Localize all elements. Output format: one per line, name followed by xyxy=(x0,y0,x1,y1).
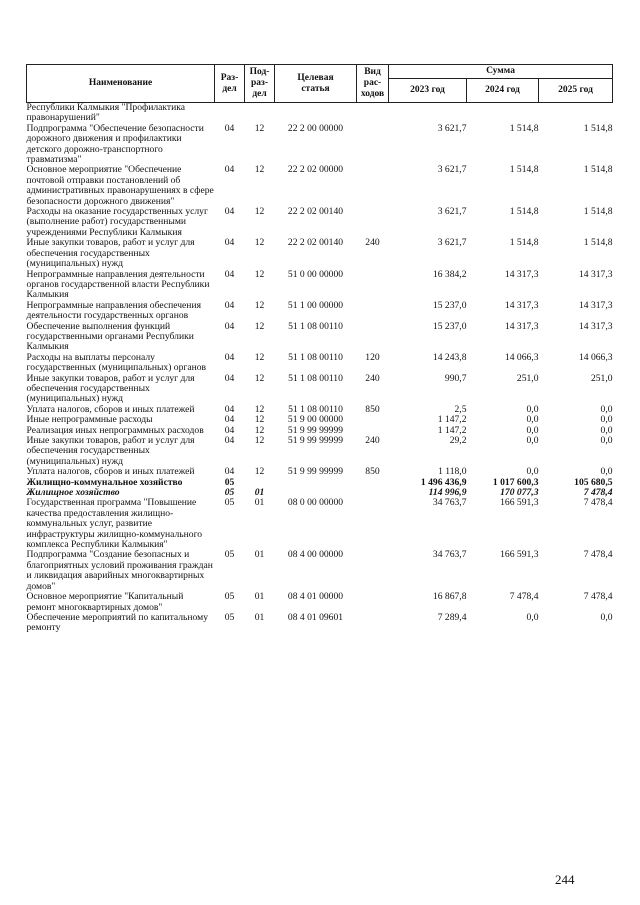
row-name: Обеспечение выполнения функций государственными органами Республики Калмыкия xyxy=(26,320,194,353)
row-name: Иные закупки товаров, работ и услуг для обеспечения государственных (муниципальных) нужд xyxy=(26,237,195,270)
header-name: Наименование xyxy=(27,65,215,103)
row-razdel: 05 xyxy=(224,549,235,561)
row-razdel: 04 xyxy=(224,351,235,363)
header-year-2025: 2025 год xyxy=(539,79,613,103)
row-sum-2023: 3 621,7 xyxy=(437,206,467,218)
row-vid: 120 xyxy=(365,351,380,363)
table-row xyxy=(27,498,613,550)
row-sum-2025: 1 514,8 xyxy=(583,164,613,176)
table-row xyxy=(27,207,613,238)
row-sum-2025: 0,0 xyxy=(600,414,613,426)
row-sum-2025: 7 478,4 xyxy=(583,487,613,499)
row-sum-2023: 990,7 xyxy=(444,372,467,384)
row-sum-2023 xyxy=(389,103,467,124)
row-sum-2023: 15 237,0 xyxy=(432,320,467,332)
row-vid xyxy=(357,498,389,550)
row-sum-2025: 7 478,4 xyxy=(583,497,613,509)
row-target: 51 9 00 00000 xyxy=(287,414,344,426)
row-sum-2023: 1 118,0 xyxy=(438,466,467,478)
row-sum-2024: 170 077,3 xyxy=(500,487,539,499)
row-podrazdel: 12 xyxy=(254,320,265,332)
header-razdel-text: Раз- дел xyxy=(220,72,239,94)
table-row xyxy=(27,550,613,592)
row-name: Расходы на выплаты персоналу государственных (муниципальных) органов xyxy=(26,351,207,374)
table-row xyxy=(27,301,613,322)
row-target: 08 4 01 00000 xyxy=(287,591,344,603)
row-sum-2025: 0,0 xyxy=(600,403,613,415)
header-vid xyxy=(357,65,389,103)
row-vid: 850 xyxy=(365,466,380,478)
row-sum-2024: 7 478,4 xyxy=(509,591,539,603)
row-vid xyxy=(357,103,389,124)
row-sum-2024: 0,0 xyxy=(526,435,539,446)
row-sum-2023: 15 237,0 xyxy=(432,299,467,311)
row-vid xyxy=(357,124,389,166)
row-name: Расходы на оказание государственных услуг (выполнение работ) государственными учреждениями Республики Калмыкия xyxy=(26,206,208,238)
row-name: Уплата налогов, сборов и иных платежей xyxy=(26,466,195,478)
row-target: 08 4 00 00000 xyxy=(287,549,344,561)
table-header xyxy=(27,65,613,103)
row-podrazdel: 01 xyxy=(254,591,265,603)
row-name: Жилищное хозяйство xyxy=(26,487,120,499)
row-podrazdel: 01 xyxy=(254,487,265,499)
row-razdel: 05 xyxy=(224,591,235,603)
row-podrazdel: 12 xyxy=(254,164,265,176)
row-target: 22 2 00 00000 xyxy=(287,122,344,134)
row-sum-2025: 0,0 xyxy=(600,424,613,436)
row-target: 51 9 99 99999 xyxy=(287,435,344,446)
row-vid: 240 xyxy=(365,435,380,446)
row-sum-2023: 3 621,7 xyxy=(437,237,467,249)
table-row xyxy=(27,374,613,405)
row-sum-2025: 105 680,5 xyxy=(574,476,613,488)
row-target: 51 9 99 99999 xyxy=(287,466,344,478)
row-razdel: 04 xyxy=(224,466,235,478)
row-target: 08 0 00 00000 xyxy=(287,497,344,509)
row-razdel xyxy=(215,103,245,124)
row-razdel: 04 xyxy=(224,299,235,311)
table-row xyxy=(27,103,613,124)
row-vid: 240 xyxy=(365,237,380,249)
row-sum-2025: 7 478,4 xyxy=(583,591,613,603)
row-razdel: 04 xyxy=(224,320,235,332)
row-sum-2024: 14 066,3 xyxy=(504,351,539,363)
row-vid xyxy=(357,613,389,634)
row-sum-2024: 1 514,8 xyxy=(509,122,539,134)
row-sum-2025: 14 317,3 xyxy=(578,268,613,280)
row-name: Непрограммные направления обеспечения деятельности государственных органов xyxy=(26,299,201,322)
row-razdel: 04 xyxy=(224,164,235,176)
row-sum-2025: 1 514,8 xyxy=(583,237,613,249)
row-sum-2025: 1 514,8 xyxy=(583,122,613,134)
header-podrazdel-text: Под- раз- дел xyxy=(249,67,270,99)
table-row xyxy=(27,592,613,613)
table-row xyxy=(27,165,613,207)
row-sum-2023: 16 867,8 xyxy=(432,591,467,603)
row-vid xyxy=(357,592,389,613)
row-name: Государственная программа "Повышение качества предоставления жилищно-коммунальных услуг, развитие инфраструктуры жилищно-коммунального комплекса Республики Калмыкия" xyxy=(26,497,203,551)
row-vid xyxy=(357,550,389,592)
table-row xyxy=(27,353,613,374)
row-name: Непрограммные направления деятельности органов государственной власти Республики Калмыкия xyxy=(26,268,210,301)
row-sum-2024: 1 514,8 xyxy=(509,164,539,176)
row-sum-2024: 0,0 xyxy=(526,403,539,415)
table-row xyxy=(27,322,613,353)
row-name: Основное мероприятие "Капитальный ремонт многоквартирных домов" xyxy=(26,591,184,613)
row-target: 51 1 08 00110 xyxy=(288,403,343,415)
row-vid xyxy=(357,415,389,425)
row-sum-2023: 16 384,2 xyxy=(432,268,467,280)
row-razdel: 04 xyxy=(224,237,235,249)
row-podrazdel: 01 xyxy=(254,497,265,509)
row-name: Основное мероприятие "Обеспечение почтовой отправки постановлений об административных правонарушениях в сфере безопасности дорожного движения" xyxy=(26,164,214,207)
row-sum-2023: 7 289,4 xyxy=(437,611,467,623)
row-razdel: 04 xyxy=(224,435,235,446)
row-razdel: 04 xyxy=(224,206,235,218)
row-podrazdel: 12 xyxy=(254,403,265,415)
header-vid-text: Вид рас- ходов xyxy=(360,67,385,99)
row-sum-2025: 0,0 xyxy=(600,611,613,623)
row-sum-2024: 166 591,3 xyxy=(500,497,539,509)
row-sum-2023: 14 243,8 xyxy=(432,351,467,363)
row-podrazdel: 01 xyxy=(254,549,265,561)
row-sum-2024: 1 514,8 xyxy=(509,206,539,218)
header-podrazdel xyxy=(245,65,275,103)
row-podrazdel xyxy=(245,103,275,124)
row-razdel: 05 xyxy=(224,476,235,488)
table-row xyxy=(27,270,613,301)
row-vid xyxy=(357,301,389,322)
row-name: Уплата налогов, сборов и иных платежей xyxy=(26,403,195,415)
row-sum-2025: 1 514,8 xyxy=(583,206,613,218)
row-sum-2025: 7 478,4 xyxy=(583,549,613,561)
row-target: 51 1 08 00110 xyxy=(288,320,343,332)
row-vid xyxy=(357,478,389,488)
row-podrazdel: 12 xyxy=(254,268,265,280)
row-vid xyxy=(357,488,389,498)
row-sum-2024: 1 514,8 xyxy=(509,237,539,249)
row-target: 08 4 01 09601 xyxy=(287,611,344,623)
row-razdel: 04 xyxy=(224,403,235,415)
row-name: Иные закупки товаров, работ и услуг для обеспечения государственных (муниципальных) нужд xyxy=(26,435,195,467)
table-row xyxy=(27,238,613,269)
row-name: Реализация иных непрограммных расходов xyxy=(26,424,204,436)
row-sum-2024: 0,0 xyxy=(526,424,539,436)
row-sum-2024: 0,0 xyxy=(526,611,539,623)
row-podrazdel: 12 xyxy=(254,414,265,426)
row-razdel: 04 xyxy=(224,268,235,280)
row-name: Иные непрограммные расходы xyxy=(26,414,153,426)
row-target: 51 1 00 00000 xyxy=(287,299,344,311)
row-name: Жилищно-коммунальное хозяйство xyxy=(26,476,183,488)
row-sum-2023: 3 621,7 xyxy=(437,164,467,176)
row-podrazdel: 12 xyxy=(254,435,265,446)
row-podrazdel: 12 xyxy=(254,372,265,384)
header-year-2024: 2024 год xyxy=(467,79,539,103)
row-podrazdel: 12 xyxy=(254,206,265,218)
header-target xyxy=(275,65,357,103)
row-sum-2025: 14 066,3 xyxy=(578,351,613,363)
row-name: Подпрограмма "Обеспечение безопасности дорожного движения и профилактики детского дорожно-транспортного травматизма" xyxy=(26,122,204,166)
row-target: 22 2 02 00140 xyxy=(287,237,344,249)
row-sum-2023: 29,2 xyxy=(449,435,467,446)
row-sum-2025: 14 317,3 xyxy=(578,299,613,311)
row-sum-2023: 2,5 xyxy=(454,403,467,415)
header-summa: Сумма xyxy=(389,65,613,79)
row-name: Обеспечение мероприятий по капитальному ремонту xyxy=(26,611,209,634)
row-sum-2024: 0,0 xyxy=(526,466,539,478)
row-vid xyxy=(357,165,389,207)
table-row xyxy=(27,124,613,166)
row-vid: 850 xyxy=(365,403,380,415)
row-vid xyxy=(357,270,389,301)
row-razdel: 05 xyxy=(224,487,235,499)
row-sum-2024: 1 017 600,3 xyxy=(492,476,539,488)
row-razdel: 05 xyxy=(224,611,235,623)
row-sum-2023: 114 996,9 xyxy=(428,487,467,499)
row-podrazdel: 12 xyxy=(254,122,265,134)
row-razdel: 04 xyxy=(224,424,235,436)
row-razdel: 04 xyxy=(224,414,235,426)
row-sum-2023: 1 147,2 xyxy=(437,414,467,426)
row-sum-2025: 0,0 xyxy=(600,466,613,478)
row-vid: 240 xyxy=(365,372,380,384)
row-podrazdel: 12 xyxy=(254,299,265,311)
row-sum-2023: 3 621,7 xyxy=(437,122,467,134)
row-sum-2025 xyxy=(539,103,613,124)
row-razdel: 05 xyxy=(224,497,235,509)
row-sum-2025: 0,0 xyxy=(600,435,613,446)
row-razdel: 04 xyxy=(224,372,235,384)
budget-table xyxy=(26,64,613,634)
page-number: 244 xyxy=(555,872,575,887)
row-podrazdel: 12 xyxy=(254,466,265,478)
row-sum-2023: 34 763,7 xyxy=(432,549,467,561)
row-target xyxy=(275,478,357,488)
row-sum-2025: 14 317,3 xyxy=(578,320,613,332)
row-podrazdel: 01 xyxy=(254,611,265,623)
table-row xyxy=(27,613,613,634)
row-sum-2024: 14 317,3 xyxy=(504,299,539,311)
row-razdel: 04 xyxy=(224,122,235,134)
table-body xyxy=(27,103,613,634)
row-target: 22 2 02 00140 xyxy=(287,206,344,218)
row-podrazdel: 12 xyxy=(254,424,265,436)
row-podrazdel: 12 xyxy=(254,351,265,363)
row-name: Республики Калмыкия "Профилактика правонарушений" xyxy=(26,102,186,124)
row-target: 51 9 99 99999 xyxy=(287,424,344,436)
header-year-2023: 2023 год xyxy=(389,79,467,103)
row-podrazdel: 12 xyxy=(254,237,265,249)
header-target-text: Целевая статья xyxy=(297,72,334,94)
row-sum-2023: 34 763,7 xyxy=(432,497,467,509)
row-sum-2025: 251,0 xyxy=(590,372,613,384)
row-sum-2023: 1 496 436,9 xyxy=(420,476,467,488)
row-sum-2024: 0,0 xyxy=(526,414,539,426)
row-vid xyxy=(357,322,389,353)
row-target: 51 1 08 00110 xyxy=(288,351,343,363)
row-sum-2024: 14 317,3 xyxy=(504,268,539,280)
row-vid xyxy=(357,207,389,238)
row-target: 22 2 02 00000 xyxy=(287,164,344,176)
row-name: Иные закупки товаров, работ и услуг для обеспечения государственных (муниципальных) нужд xyxy=(26,372,195,405)
row-target: 51 0 00 00000 xyxy=(287,268,344,280)
row-sum-2024: 166 591,3 xyxy=(500,549,539,561)
row-target: 51 1 08 00110 xyxy=(288,372,343,384)
row-sum-2024: 14 317,3 xyxy=(504,320,539,332)
row-sum-2023: 1 147,2 xyxy=(437,424,467,436)
row-name: Подпрограмма "Создание безопасных и благоприятных условий проживания граждан и ликвидация аварийных многоквартирных домов" xyxy=(26,549,213,592)
table-row xyxy=(27,436,613,467)
row-sum-2024: 251,0 xyxy=(516,372,539,384)
row-sum-2024 xyxy=(467,103,539,124)
header-razdel xyxy=(215,65,245,103)
row-target xyxy=(275,103,357,124)
